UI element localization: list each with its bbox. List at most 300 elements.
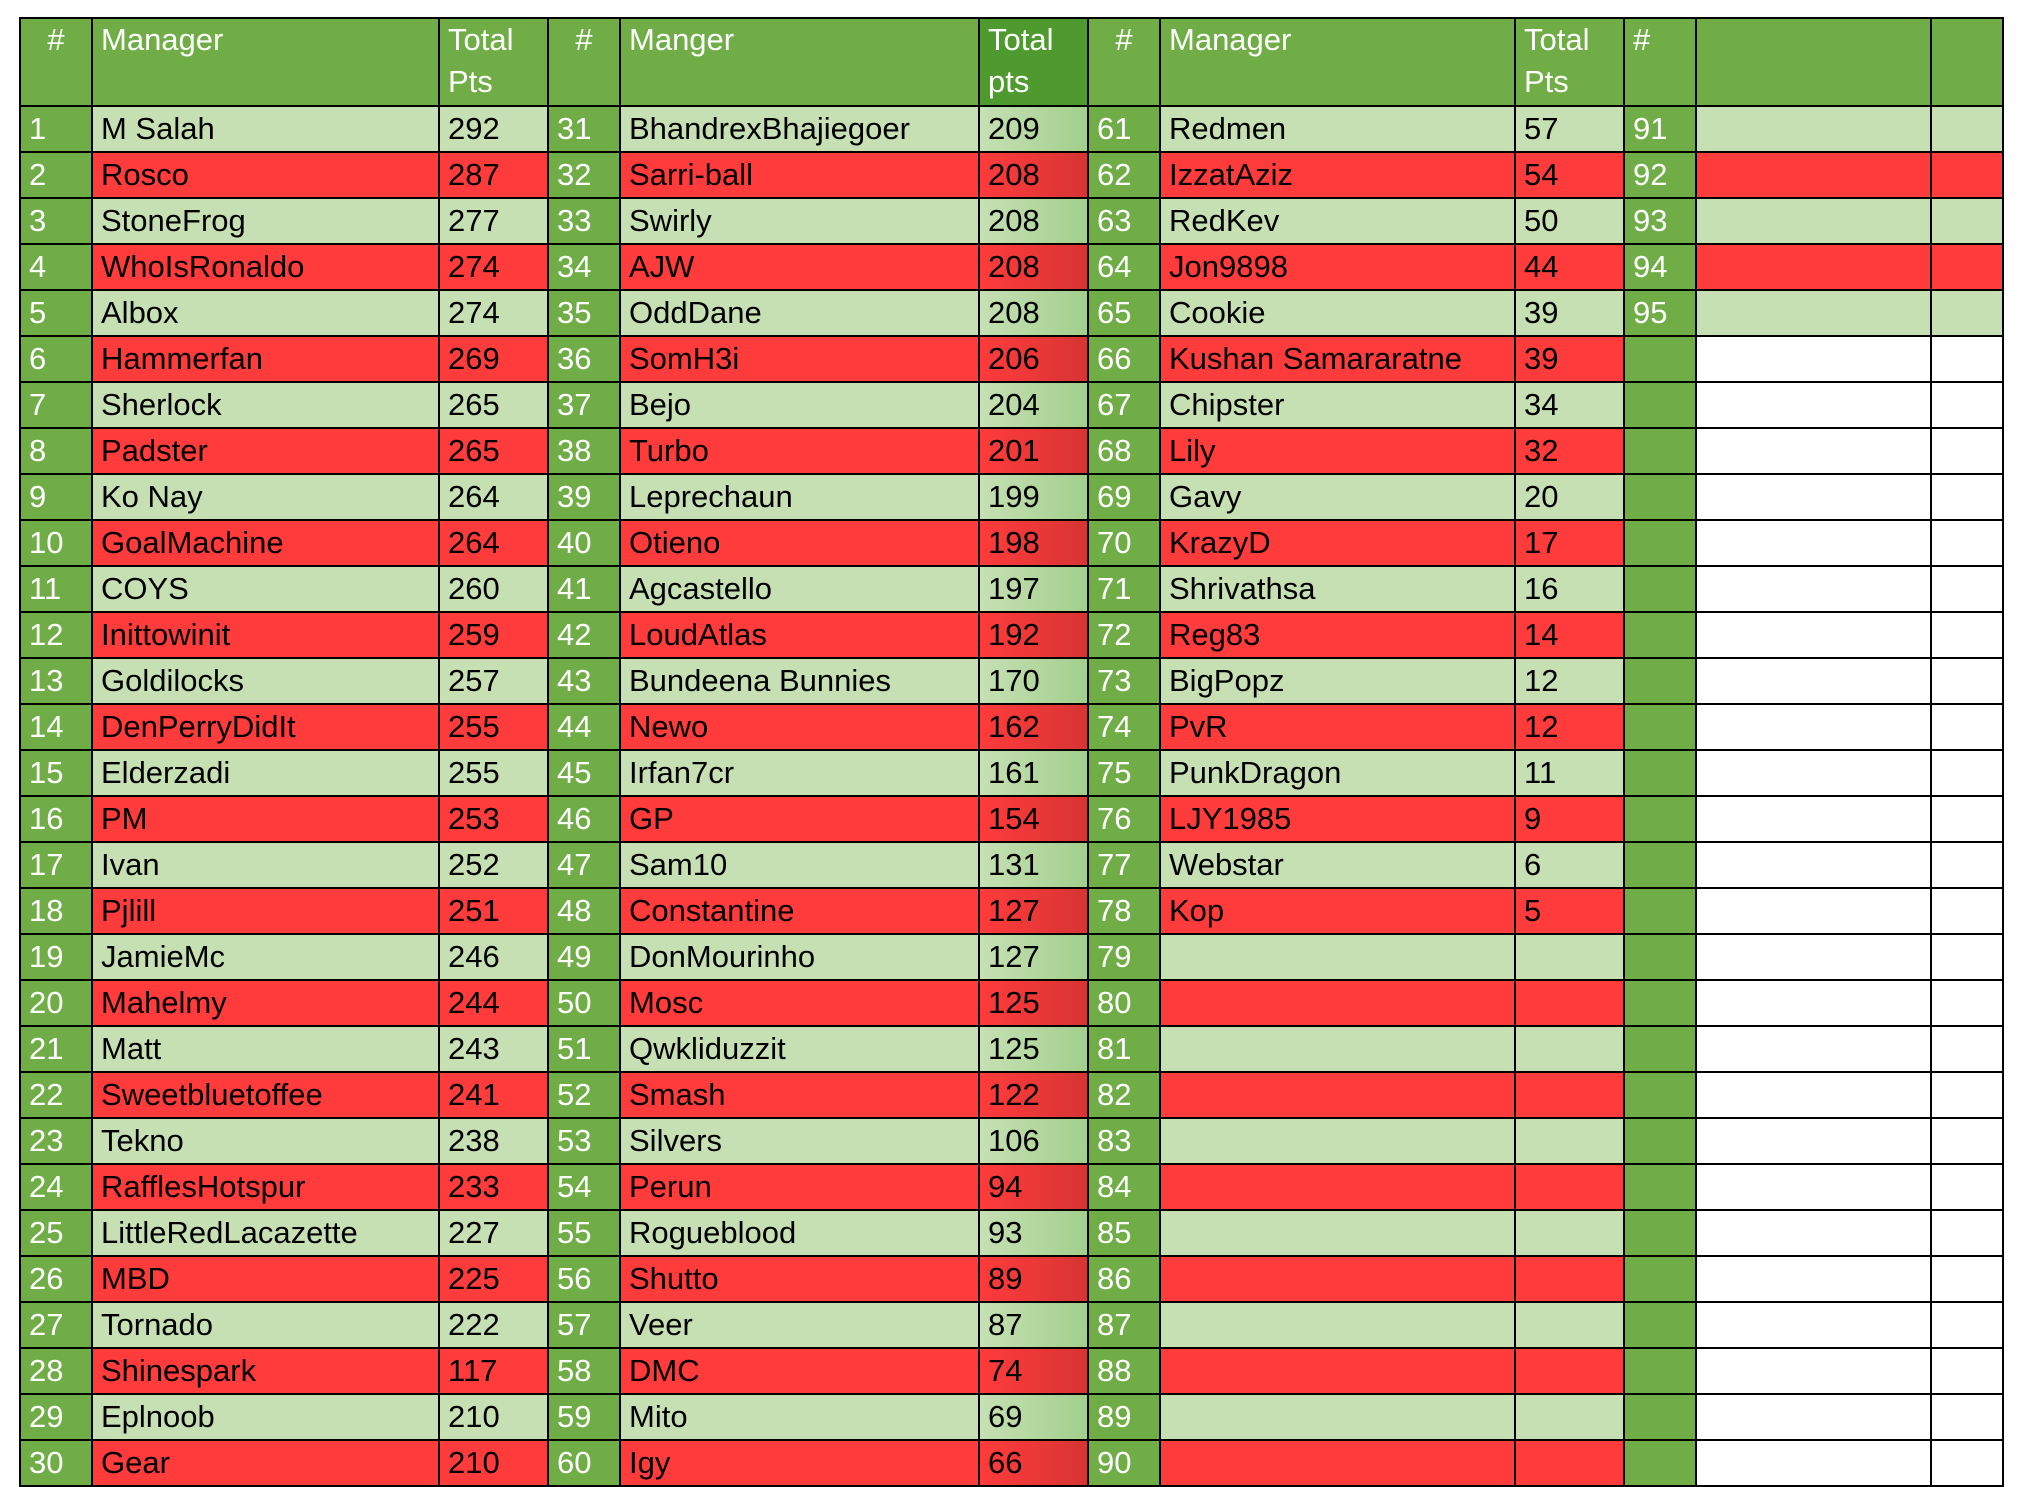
blank-cell: [1931, 612, 2003, 658]
header-rank-3: #: [1088, 18, 1160, 106]
manager-cell: RedKev: [1160, 198, 1515, 244]
manager-cell: MBD: [92, 1256, 439, 1302]
table-row: [20, 152, 2003, 198]
manager-cell: Matt: [92, 1026, 439, 1072]
manager-cell: GoalMachine: [92, 520, 439, 566]
manager-cell: BigPopz: [1160, 658, 1515, 704]
points-cell: 192: [979, 612, 1088, 658]
rank-cell: [1624, 1394, 1696, 1440]
rank-cell: 86: [1088, 1256, 1160, 1302]
points-cell: 44: [1515, 244, 1624, 290]
league-standings-sheet: [19, 17, 2004, 1487]
manager-cell: Agcastello: [620, 566, 979, 612]
blank-cell: [1696, 1394, 1931, 1440]
manager-cell: Sherlock: [92, 382, 439, 428]
rank-cell: 15: [20, 750, 92, 796]
points-cell: 94: [979, 1164, 1088, 1210]
rank-cell: 47: [548, 842, 620, 888]
rank-cell: 7: [20, 382, 92, 428]
points-cell: 208: [979, 198, 1088, 244]
manager-cell: Rogueblood: [620, 1210, 979, 1256]
blank-cell: [1931, 934, 2003, 980]
points-cell: [1515, 1256, 1624, 1302]
blank-cell: [1696, 382, 1931, 428]
manager-cell: Mahelmy: [92, 980, 439, 1026]
rank-cell: 90: [1088, 1440, 1160, 1486]
blank-cell: [1931, 980, 2003, 1026]
rank-cell: [1624, 1118, 1696, 1164]
rank-cell: 82: [1088, 1072, 1160, 1118]
rank-cell: 63: [1088, 198, 1160, 244]
rank-cell: 70: [1088, 520, 1160, 566]
rank-cell: [1624, 1256, 1696, 1302]
blank-cell: [1931, 1302, 2003, 1348]
manager-cell: Sam10: [620, 842, 979, 888]
manager-cell: Igy: [620, 1440, 979, 1486]
points-cell: 127: [979, 934, 1088, 980]
table-row: [20, 658, 2003, 704]
rank-cell: 3: [20, 198, 92, 244]
header-row: [20, 18, 2003, 106]
table-row: [20, 520, 2003, 566]
points-cell: 269: [439, 336, 548, 382]
rank-cell: 79: [1088, 934, 1160, 980]
rank-cell: [1624, 474, 1696, 520]
points-cell: 208: [979, 290, 1088, 336]
blank-cell: [1931, 382, 2003, 428]
points-cell: 255: [439, 704, 548, 750]
rank-cell: 73: [1088, 658, 1160, 704]
manager-cell: Redmen: [1160, 106, 1515, 152]
points-cell: 16: [1515, 566, 1624, 612]
rank-cell: 34: [548, 244, 620, 290]
rank-cell: 68: [1088, 428, 1160, 474]
rank-cell: 66: [1088, 336, 1160, 382]
points-cell: 259: [439, 612, 548, 658]
rank-cell: 93: [1624, 198, 1696, 244]
blank-cell: [1696, 1210, 1931, 1256]
manager-cell: Shinespark: [92, 1348, 439, 1394]
rank-cell: 71: [1088, 566, 1160, 612]
manager-cell: Mosc: [620, 980, 979, 1026]
points-cell: 197: [979, 566, 1088, 612]
manager-cell: Elderzadi: [92, 750, 439, 796]
points-cell: 227: [439, 1210, 548, 1256]
manager-cell: Bundeena Bunnies: [620, 658, 979, 704]
rank-cell: 39: [548, 474, 620, 520]
blank-cell: [1931, 566, 2003, 612]
points-cell: 246: [439, 934, 548, 980]
rank-cell: 29: [20, 1394, 92, 1440]
blank-cell: [1931, 1256, 2003, 1302]
blank-cell: [1696, 1026, 1931, 1072]
points-cell: 264: [439, 520, 548, 566]
rank-cell: [1624, 750, 1696, 796]
manager-cell: BhandrexBhajiegoer: [620, 106, 979, 152]
points-cell: 201: [979, 428, 1088, 474]
points-cell: 57: [1515, 106, 1624, 152]
manager-cell: Shrivathsa: [1160, 566, 1515, 612]
header-rank-4: #: [1624, 18, 1696, 106]
rank-cell: 33: [548, 198, 620, 244]
table-row: [20, 1072, 2003, 1118]
points-cell: 93: [979, 1210, 1088, 1256]
table-row: [20, 382, 2003, 428]
rank-cell: 42: [548, 612, 620, 658]
rank-cell: 85: [1088, 1210, 1160, 1256]
rank-cell: 13: [20, 658, 92, 704]
manager-cell: Gavy: [1160, 474, 1515, 520]
blank-cell: [1696, 796, 1931, 842]
header-manager-1: Manager: [92, 18, 439, 106]
table-row: [20, 198, 2003, 244]
rank-cell: 28: [20, 1348, 92, 1394]
rank-cell: 35: [548, 290, 620, 336]
manager-cell: Lily: [1160, 428, 1515, 474]
points-cell: 117: [439, 1348, 548, 1394]
manager-cell: Pjlill: [92, 888, 439, 934]
rank-cell: 67: [1088, 382, 1160, 428]
blank-cell: [1696, 336, 1931, 382]
rank-cell: 22: [20, 1072, 92, 1118]
table-row: [20, 1348, 2003, 1394]
rank-cell: 5: [20, 290, 92, 336]
rank-cell: 1: [20, 106, 92, 152]
rank-cell: [1624, 704, 1696, 750]
points-cell: 206: [979, 336, 1088, 382]
points-cell: 32: [1515, 428, 1624, 474]
rank-cell: 24: [20, 1164, 92, 1210]
blank-cell: [1696, 474, 1931, 520]
blank-cell: [1931, 198, 2003, 244]
rank-cell: [1624, 888, 1696, 934]
rank-cell: 6: [20, 336, 92, 382]
manager-cell: Goldilocks: [92, 658, 439, 704]
points-cell: 265: [439, 382, 548, 428]
manager-cell: Tekno: [92, 1118, 439, 1164]
manager-cell: Constantine: [620, 888, 979, 934]
points-cell: 11: [1515, 750, 1624, 796]
table-row: [20, 980, 2003, 1026]
manager-cell: [1160, 1394, 1515, 1440]
rank-cell: 10: [20, 520, 92, 566]
manager-cell: [1160, 1210, 1515, 1256]
rank-cell: 41: [548, 566, 620, 612]
rank-cell: 87: [1088, 1302, 1160, 1348]
table-row: [20, 106, 2003, 152]
rank-cell: 75: [1088, 750, 1160, 796]
rank-cell: 89: [1088, 1394, 1160, 1440]
manager-cell: Reg83: [1160, 612, 1515, 658]
points-cell: 243: [439, 1026, 548, 1072]
manager-cell: Sweetbluetoffee: [92, 1072, 439, 1118]
points-cell: 125: [979, 980, 1088, 1026]
points-cell: 244: [439, 980, 548, 1026]
manager-cell: DonMourinho: [620, 934, 979, 980]
rank-cell: 21: [20, 1026, 92, 1072]
standings-table: [19, 17, 2004, 1487]
points-cell: 131: [979, 842, 1088, 888]
points-cell: 252: [439, 842, 548, 888]
points-cell: 274: [439, 290, 548, 336]
blank-cell: [1696, 750, 1931, 796]
blank-cell: [1696, 1072, 1931, 1118]
blank-cell: [1931, 1348, 2003, 1394]
rank-cell: 95: [1624, 290, 1696, 336]
table-row: [20, 1256, 2003, 1302]
table-row: [20, 612, 2003, 658]
rank-cell: [1624, 336, 1696, 382]
manager-cell: Kushan Samararatne: [1160, 336, 1515, 382]
manager-cell: LoudAtlas: [620, 612, 979, 658]
rank-cell: [1624, 612, 1696, 658]
blank-cell: [1696, 1118, 1931, 1164]
rank-cell: 49: [548, 934, 620, 980]
rank-cell: [1624, 1072, 1696, 1118]
table-row: [20, 1302, 2003, 1348]
blank-cell: [1696, 612, 1931, 658]
blank-cell: [1931, 796, 2003, 842]
rank-cell: [1624, 1026, 1696, 1072]
blank-cell: [1696, 520, 1931, 566]
header-pts-2: Total pts: [979, 18, 1088, 106]
manager-cell: Turbo: [620, 428, 979, 474]
points-cell: [1515, 1394, 1624, 1440]
manager-cell: Ivan: [92, 842, 439, 888]
manager-cell: RafflesHotspur: [92, 1164, 439, 1210]
rank-cell: 19: [20, 934, 92, 980]
manager-cell: [1160, 1164, 1515, 1210]
manager-cell: Perun: [620, 1164, 979, 1210]
points-cell: 198: [979, 520, 1088, 566]
manager-cell: [1160, 1348, 1515, 1394]
points-cell: 253: [439, 796, 548, 842]
points-cell: [1515, 1026, 1624, 1072]
manager-cell: Otieno: [620, 520, 979, 566]
points-cell: 170: [979, 658, 1088, 704]
points-cell: 50: [1515, 198, 1624, 244]
rank-cell: 26: [20, 1256, 92, 1302]
rank-cell: [1624, 1210, 1696, 1256]
rank-cell: 31: [548, 106, 620, 152]
blank-cell: [1931, 1210, 2003, 1256]
rank-cell: 8: [20, 428, 92, 474]
manager-cell: LJY1985: [1160, 796, 1515, 842]
blank-cell: [1931, 290, 2003, 336]
blank-cell: [1931, 1026, 2003, 1072]
manager-cell: Ko Nay: [92, 474, 439, 520]
points-cell: 204: [979, 382, 1088, 428]
blank-cell: [1696, 1440, 1931, 1486]
manager-cell: Webstar: [1160, 842, 1515, 888]
rank-cell: 59: [548, 1394, 620, 1440]
manager-cell: Veer: [620, 1302, 979, 1348]
rank-cell: [1624, 934, 1696, 980]
manager-cell: Kop: [1160, 888, 1515, 934]
rank-cell: 61: [1088, 106, 1160, 152]
manager-cell: Padster: [92, 428, 439, 474]
blank-cell: [1696, 658, 1931, 704]
rank-cell: 78: [1088, 888, 1160, 934]
points-cell: 162: [979, 704, 1088, 750]
rank-cell: 91: [1624, 106, 1696, 152]
manager-cell: Bejo: [620, 382, 979, 428]
points-cell: 17: [1515, 520, 1624, 566]
blank-cell: [1931, 1072, 2003, 1118]
rank-cell: 38: [548, 428, 620, 474]
rank-cell: 37: [548, 382, 620, 428]
points-cell: [1515, 1118, 1624, 1164]
header-rank-1: #: [20, 18, 92, 106]
rank-cell: 20: [20, 980, 92, 1026]
points-cell: 14: [1515, 612, 1624, 658]
blank-cell: [1696, 1302, 1931, 1348]
manager-cell: [1160, 1302, 1515, 1348]
points-cell: 208: [979, 244, 1088, 290]
manager-cell: Irfan7cr: [620, 750, 979, 796]
manager-cell: LittleRedLacazette: [92, 1210, 439, 1256]
blank-cell: [1696, 428, 1931, 474]
rank-cell: 44: [548, 704, 620, 750]
header-manager-3: Manager: [1160, 18, 1515, 106]
blank-cell: [1696, 1164, 1931, 1210]
table-row: [20, 566, 2003, 612]
manager-cell: Shutto: [620, 1256, 979, 1302]
rank-cell: 53: [548, 1118, 620, 1164]
header-blank-2: [1931, 18, 2003, 106]
points-cell: 39: [1515, 290, 1624, 336]
points-cell: 12: [1515, 658, 1624, 704]
rank-cell: 60: [548, 1440, 620, 1486]
header-pts-1: Total Pts: [439, 18, 548, 106]
blank-cell: [1931, 474, 2003, 520]
manager-cell: Newo: [620, 704, 979, 750]
points-cell: [1515, 980, 1624, 1026]
manager-cell: Albox: [92, 290, 439, 336]
points-cell: 12: [1515, 704, 1624, 750]
rank-cell: 80: [1088, 980, 1160, 1026]
points-cell: 122: [979, 1072, 1088, 1118]
blank-cell: [1931, 152, 2003, 198]
header-rank-2: #: [548, 18, 620, 106]
points-cell: 69: [979, 1394, 1088, 1440]
rank-cell: 92: [1624, 152, 1696, 198]
rank-cell: 45: [548, 750, 620, 796]
blank-cell: [1696, 980, 1931, 1026]
points-cell: 199: [979, 474, 1088, 520]
manager-cell: SomH3i: [620, 336, 979, 382]
points-cell: 208: [979, 152, 1088, 198]
rank-cell: [1624, 428, 1696, 474]
manager-cell: PvR: [1160, 704, 1515, 750]
points-cell: 210: [439, 1394, 548, 1440]
manager-cell: Mito: [620, 1394, 979, 1440]
points-cell: [1515, 934, 1624, 980]
points-cell: 225: [439, 1256, 548, 1302]
rank-cell: 50: [548, 980, 620, 1026]
rank-cell: [1624, 1440, 1696, 1486]
table-row: [20, 796, 2003, 842]
blank-cell: [1931, 888, 2003, 934]
table-row: [20, 704, 2003, 750]
points-cell: 287: [439, 152, 548, 198]
blank-cell: [1931, 428, 2003, 474]
blank-cell: [1931, 106, 2003, 152]
manager-cell: KrazyD: [1160, 520, 1515, 566]
points-cell: 255: [439, 750, 548, 796]
table-row: [20, 428, 2003, 474]
table-row: [20, 244, 2003, 290]
rank-cell: 51: [548, 1026, 620, 1072]
points-cell: 66: [979, 1440, 1088, 1486]
manager-cell: DMC: [620, 1348, 979, 1394]
rank-cell: 11: [20, 566, 92, 612]
points-cell: 277: [439, 198, 548, 244]
blank-cell: [1931, 244, 2003, 290]
manager-cell: [1160, 1118, 1515, 1164]
rank-cell: 77: [1088, 842, 1160, 888]
manager-cell: Eplnoob: [92, 1394, 439, 1440]
rank-cell: 84: [1088, 1164, 1160, 1210]
table-row: [20, 290, 2003, 336]
blank-cell: [1931, 1394, 2003, 1440]
rank-cell: 58: [548, 1348, 620, 1394]
rank-cell: 65: [1088, 290, 1160, 336]
points-cell: 6: [1515, 842, 1624, 888]
rank-cell: 69: [1088, 474, 1160, 520]
blank-cell: [1696, 888, 1931, 934]
points-cell: [1515, 1348, 1624, 1394]
points-cell: 251: [439, 888, 548, 934]
rank-cell: [1624, 1348, 1696, 1394]
points-cell: 241: [439, 1072, 548, 1118]
manager-cell: Cookie: [1160, 290, 1515, 336]
blank-cell: [1931, 1440, 2003, 1486]
points-cell: 209: [979, 106, 1088, 152]
manager-cell: Silvers: [620, 1118, 979, 1164]
table-row: [20, 1164, 2003, 1210]
rank-cell: 74: [1088, 704, 1160, 750]
table-row: [20, 1210, 2003, 1256]
manager-cell: DenPerryDidIt: [92, 704, 439, 750]
manager-cell: PM: [92, 796, 439, 842]
blank-cell: [1931, 842, 2003, 888]
rank-cell: 40: [548, 520, 620, 566]
rank-cell: [1624, 842, 1696, 888]
points-cell: 87: [979, 1302, 1088, 1348]
manager-cell: Qwkliduzzit: [620, 1026, 979, 1072]
blank-cell: [1696, 290, 1931, 336]
manager-cell: Gear: [92, 1440, 439, 1486]
blank-cell: [1931, 1164, 2003, 1210]
manager-cell: StoneFrog: [92, 198, 439, 244]
rank-cell: 14: [20, 704, 92, 750]
manager-cell: [1160, 1256, 1515, 1302]
points-cell: 265: [439, 428, 548, 474]
manager-cell: Tornado: [92, 1302, 439, 1348]
rank-cell: [1624, 1302, 1696, 1348]
points-cell: 161: [979, 750, 1088, 796]
table-row: [20, 1026, 2003, 1072]
points-cell: 39: [1515, 336, 1624, 382]
manager-cell: Inittowinit: [92, 612, 439, 658]
blank-cell: [1696, 566, 1931, 612]
points-cell: 125: [979, 1026, 1088, 1072]
manager-cell: JamieMc: [92, 934, 439, 980]
blank-cell: [1931, 704, 2003, 750]
manager-cell: [1160, 1440, 1515, 1486]
rank-cell: 55: [548, 1210, 620, 1256]
